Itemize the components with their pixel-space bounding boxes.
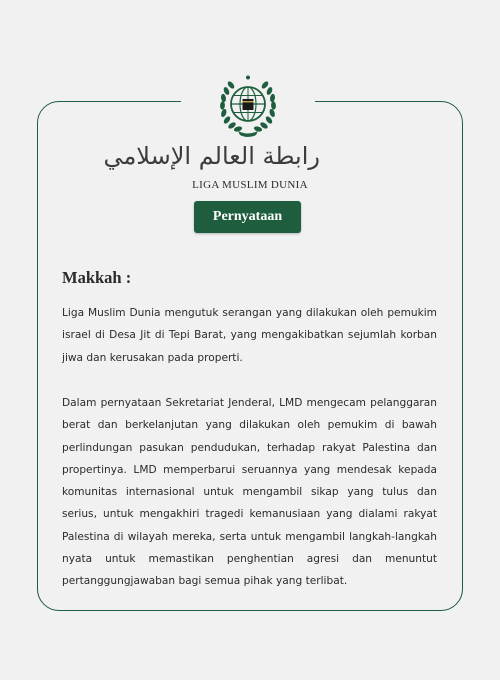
statement-badge: Pernyataan — [194, 201, 301, 233]
arabic-org-title: رابطة العالم الإسلامي — [103, 142, 320, 170]
dateline-city: Makkah : — [62, 268, 132, 287]
paragraph-1: Liga Muslim Dunia mengutuk serangan yang dilakukan oleh pemukim israel di Desa Jit di Tepi Barat, yang mengakibatkan sejumlah korban jiwa dan kerusakan pada properti. — [62, 307, 437, 364]
org-name: LIGA MUSLIM DUNIA — [192, 179, 308, 191]
globe-laurel-emblem-icon — [218, 74, 278, 140]
paragraph-2: Dalam pernyataan Sekretariat Jenderal, LMD mengecam pelanggaran berat dan berkelanjutan yang dilakukan oleh pemukim di bawah perlindungan pasukan pendudukan, terhadap rakyat Palestina dan propertinya. LMD memperbarui seruannya yang mendesak kepada komunitas internasional untuk mengambil sikap yang tulus dan serius, untuk mengakhiri tragedi kemanusiaan yang dialami rakyat Palestina di wilayah mereka, serta untuk mengambil langkah-langkah nyata untuk memastikan penghentian agresi dan menuntut pertanggungjawaban bagi semua pihak yang terlibat. — [62, 397, 437, 588]
